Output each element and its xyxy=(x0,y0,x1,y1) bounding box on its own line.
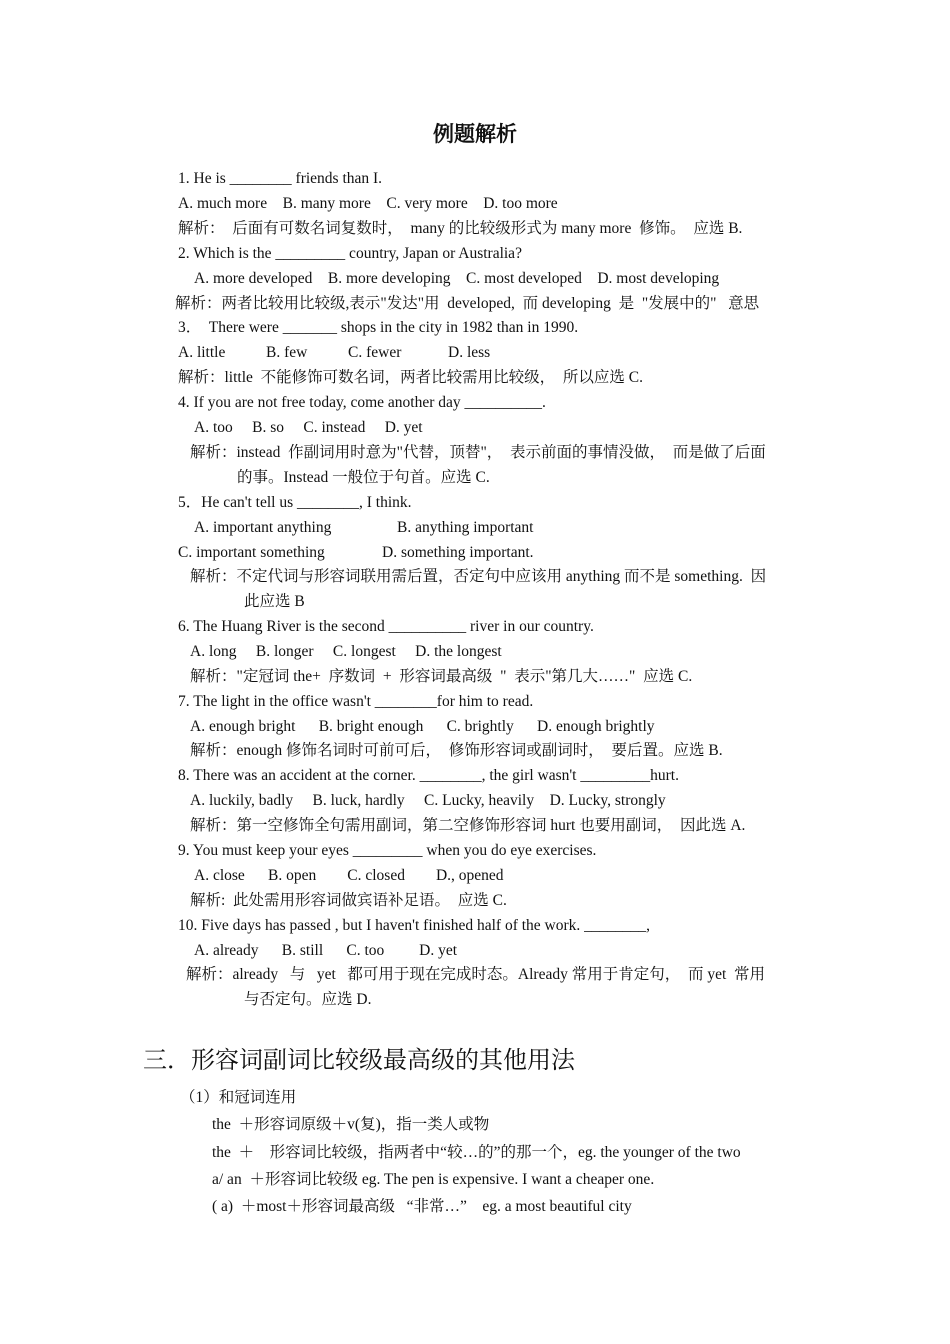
q3-option-c: C. fewer xyxy=(348,344,402,361)
q7-options: A. enough bright B. bright enough C. brightly D. enough brightly xyxy=(190,718,655,735)
q7-analysis: 解析：enough 修饰名词时可前可后， 修饰形容词或副词时， 要后置。应选 B. xyxy=(190,742,723,759)
q9-question: 9. You must keep your eyes _________ when you do eye exercises. xyxy=(178,842,597,859)
q2-question: 2. Which is the _________ country, Japan or Australia? xyxy=(178,245,522,262)
q10-options: A. already B. still C. too D. yet xyxy=(194,942,458,959)
q2-options: A. more developed B. more developing C. most developed D. most developing xyxy=(194,270,720,287)
q8-options: A. luckily, badly B. luck, hardly C. Lucky, heavily D. Lucky, strongly xyxy=(190,792,666,809)
q5-option-d: D. something important. xyxy=(382,544,534,561)
q9-options: A. close B. open C. closed D., opened xyxy=(194,867,504,884)
rule-item: a/ an ＋形容词比较级 eg. The pen is expensive. I want a cheaper one. xyxy=(212,1171,655,1188)
q10-analysis-cont: 与否定句。应选 D. xyxy=(244,991,372,1008)
q1-analysis: 解析： 后面有可数名词复数时， many 的比较级形式为 many more 修饰。 应选 B. xyxy=(178,220,743,237)
q3-analysis: 解析：little 不能修饰可数名词，两者比较需用比较级， 所以应选 C. xyxy=(178,369,644,386)
q8-question: 8. There was an accident at the corner. ________, the girl wasn't _________hurt. xyxy=(178,767,679,784)
q6-analysis: 解析："定冠词 the+ 序数词 + 形容词最高级 " 表示"第几大……" 应选 C. xyxy=(190,668,693,685)
q3-option-d: D. less xyxy=(448,344,491,361)
q4-analysis-cont: 的事。Instead 一般位于句首。应选 C. xyxy=(237,469,490,486)
q2-analysis: 解析：两者比较用比较级,表示"发达"用 developed, 而 developing 是 "发展中的" 意思 xyxy=(175,295,760,312)
q5-option-c: C. important something xyxy=(178,544,325,561)
subsection-heading: （1）和冠词连用 xyxy=(180,1089,297,1106)
q5-question: 5．He can't tell us ________, I think. xyxy=(178,494,412,511)
section-heading: 三．形容词副词比较级最高级的其他用法 xyxy=(143,1046,575,1074)
q3-option-a: A. little xyxy=(178,344,226,361)
q5-option-a: A. important anything xyxy=(194,519,332,536)
q8-analysis: 解析：第一空修饰全句需用副词，第二空修饰形容词 hurt 也要用副词， 因此选 A. xyxy=(190,817,746,834)
rule-item: the ＋形容词原级＋v(复)，指一类人或物 xyxy=(212,1116,490,1133)
q9-analysis: 解析: 此处需用形容词做宾语补足语。 应选 C. xyxy=(190,892,507,909)
q1-options: A. much more B. many more C. very more D. too more xyxy=(178,195,558,212)
q5-analysis-cont: 此应选 B xyxy=(244,593,305,610)
q4-analysis: 解析：instead 作副词用时意为"代替，顶替"， 表示前面的事情没做， 而是做了后面 xyxy=(190,444,766,461)
rule-item: the ＋ 形容词比较级，指两者中“较…的”的那一个，eg. the younger of the two xyxy=(212,1144,741,1161)
rule-item: ( a) ＋most＋形容词最高级 “非常…” eg. a most beautiful city xyxy=(212,1198,632,1215)
q5-option-b: B. anything important xyxy=(397,519,534,536)
q10-question: 10. Five days has passed , but I haven't finished half of the work. ________, xyxy=(178,917,651,934)
q5-analysis: 解析：不定代词与形容词联用需后置，否定句中应该用 anything 而不是 something. 因 xyxy=(190,568,767,585)
q1-question: 1. He is ________ friends than I. xyxy=(178,170,383,187)
q3-option-b: B. few xyxy=(266,344,308,361)
q3-question: 3． There were _______ shops in the city in 1982 than in 1990. xyxy=(178,319,579,336)
q4-options: A. too B. so C. instead D. yet xyxy=(194,419,423,436)
q6-options: A. long B. longer C. longest D. the longest xyxy=(190,643,502,660)
q4-question: 4. If you are not free today, come another day __________. xyxy=(178,394,546,411)
page-title: 例题解析 xyxy=(433,122,517,146)
q6-question: 6. The Huang River is the second __________ river in our country. xyxy=(178,618,594,635)
q10-analysis: 解析：already 与 yet 都可用于现在完成时态。Already 常用于肯定句， 而 yet 常用 xyxy=(186,966,766,983)
q7-question: 7. The light in the office wasn't ________for him to read. xyxy=(178,693,534,710)
